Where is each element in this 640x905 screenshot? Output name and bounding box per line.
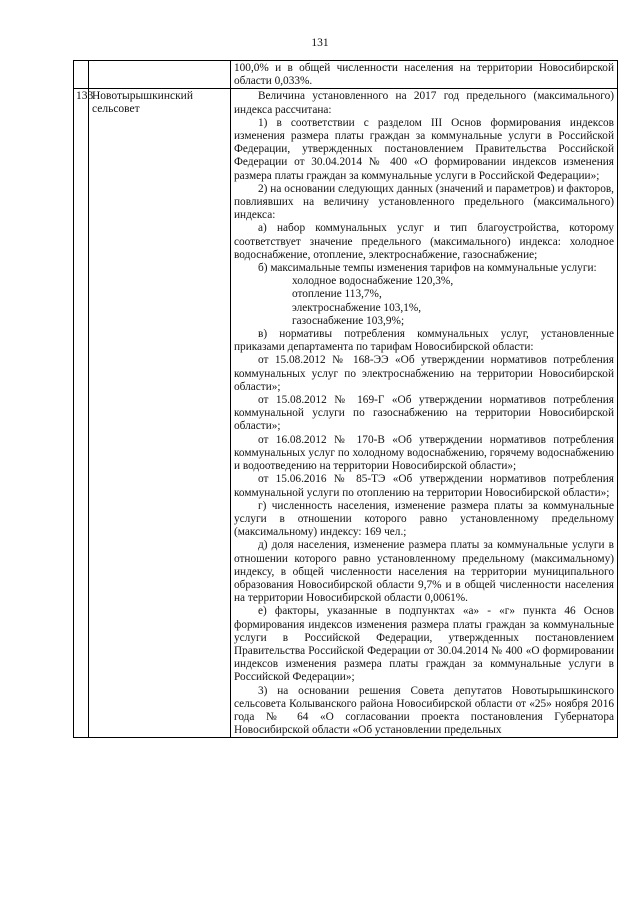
- paragraph: е) факторы, указанные в подпунктах «а» - «г» пункта 46 Основ формирования индексов изменения размера платы граждан за коммунальные услуги в Российской Федерации, утвержденных постановлением Правительства Российской Федерации от 30.04.2014 № 400 «О формировании индексов изменения размера платы граждан за коммунальные услуги в Российской Федерации»;: [234, 605, 614, 684]
- paragraph: 100,0% и в общей численности населения на территории Новосибирской области 0,033%.: [234, 62, 614, 88]
- paragraph: г) численность населения, изменение размера платы за коммунальные услуги в отношении которого равно установленному предельному (максимальному) индексу: 169 чел.;: [234, 499, 614, 539]
- paragraph: а) набор коммунальных услуг и тип благоустройства, которому соответствует значение предельного (максимального) индекса: холодное водоснабжение, отопление, электроснабжение, газоснабжение;: [234, 222, 614, 261]
- tariff-item: отопление 113,7%,: [292, 288, 382, 301]
- paragraph: в) нормативы потребления коммунальных услуг, установленные приказами департамента по тарифам Новосибирской области:: [234, 328, 614, 354]
- table-body: [74, 61, 618, 738]
- content-text: [231, 89, 617, 737]
- paragraph: б) максимальные темпы изменения тарифов на коммунальные услуги:: [258, 262, 597, 275]
- municipality-name-cell: [89, 61, 231, 89]
- paragraph: 2) на основании следующих данных (значений и параметров) и факторов, повлиявших на величину установленного предельного (максимального) индекса:: [234, 182, 614, 222]
- paragraph: 3) на основании решения Совета депутатов Новотырышкинского сельсовета Колыванского района Новосибирской области от «25» ноября 2016 года № 64 «О согласовании проекта постановления Губернатора Новосибирской области «Об установлении предельных: [234, 684, 614, 737]
- page-number: 131: [311, 37, 329, 49]
- tariff-item: холодное водоснабжение 120,3%,: [292, 275, 454, 288]
- paragraph: от 15.08.2012 № 168-ЭЭ «Об утверждении нормативов потребления коммунальных услуг по электроснабжению на территории Новосибирской области»;: [234, 354, 614, 393]
- tariff-item: электроснабжение 103,1%,: [292, 301, 422, 314]
- content-text: [231, 61, 617, 88]
- table-row: [74, 61, 618, 89]
- paragraph: от 16.08.2012 № 170-В «Об утверждении нормативов потребления коммунальных услуг по холодному водоснабжению, горячему водоснабжению и водоотведению на территории Новосибирской области»;: [234, 433, 614, 473]
- paragraph: Величина установленного на 2017 год предельного (максимального) индекса рассчитана:: [234, 90, 614, 116]
- content-cell: [231, 61, 618, 89]
- row-number-cell: [74, 61, 89, 89]
- paragraph: от 15.08.2012 № 169-Г «Об утверждении нормативов потребления коммунальной услуги по газоснабжению на территории Новосибирской области»;: [234, 394, 614, 433]
- tariff-item: газоснабжение 103,9%;: [292, 314, 405, 327]
- row-number-cell: 133: [74, 89, 89, 738]
- paragraph: от 15.06.2016 № 85-ТЭ «Об утверждении нормативов потребления коммунальной услуги по отоплению на территории Новосибирской области»;: [234, 473, 614, 499]
- table-row: [74, 89, 618, 738]
- paragraph: 1) в соответствии с разделом III Основ формирования индексов изменения размера платы граждан за коммунальные услуги в Российской Федерации, утвержденных постановлением Правительства Российской Федерации от 30.04.2014 № 400 «О формировании индексов изменения размера платы граждан за коммунальные услуги в Российской Федерации»;: [234, 116, 614, 182]
- content-cell: [231, 89, 618, 738]
- document-table: [73, 60, 618, 738]
- municipality-name-cell: Новотырышкинский сельсовет: [89, 89, 231, 738]
- paragraph: д) доля населения, изменение размера платы за коммунальные услуги в отношении которого равно установленному предельному (максимальному) индексу, в общей численности населения на территории муниципального образования Новосибирской области 9,7% и в общей численности населения на территории Новосибирской области 0,0061%.: [234, 539, 614, 605]
